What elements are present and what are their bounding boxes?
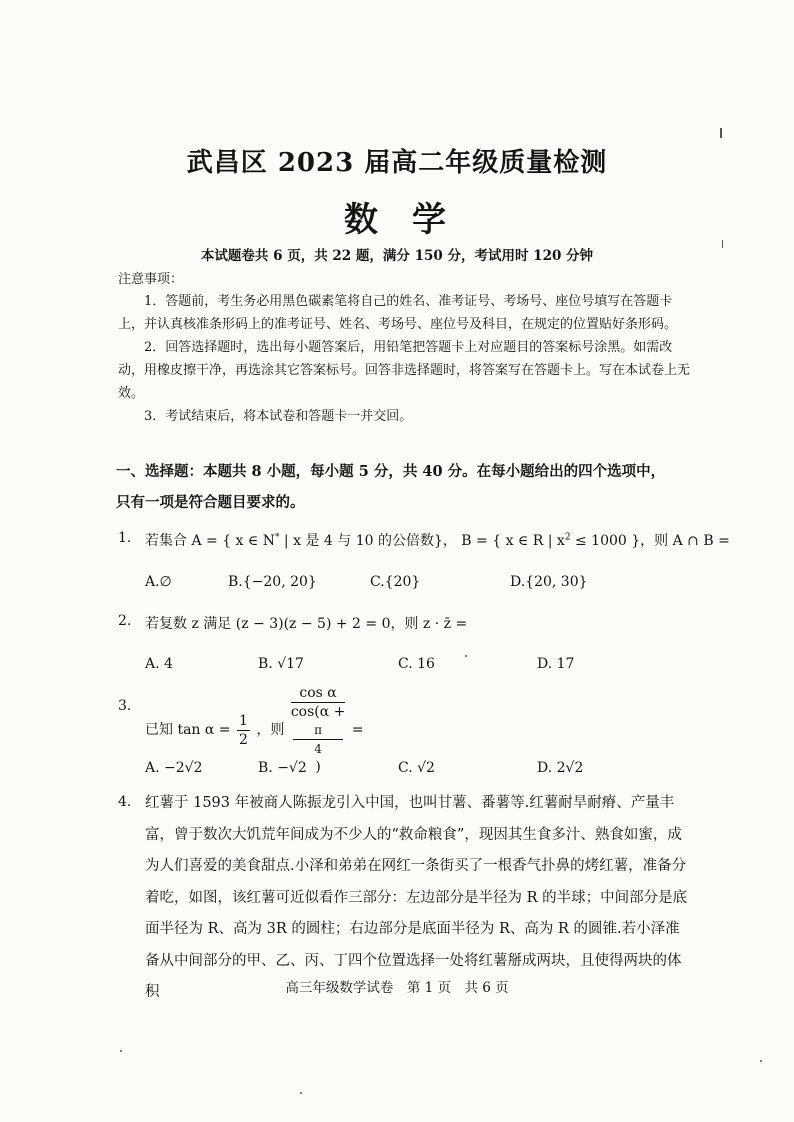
scan-speck bbox=[722, 240, 723, 248]
option-d: D. 17 bbox=[537, 656, 575, 672]
notice-list bbox=[118, 290, 698, 428]
scan-speck bbox=[300, 1092, 302, 1094]
question-stem: 已知 tan α = $\frac{1}{2}$ ，则 cos α cos(α + π 4 ) = bbox=[145, 685, 364, 775]
option-c: C. √2 bbox=[398, 760, 435, 776]
subject-heading: 数学 bbox=[344, 200, 480, 240]
option-a: A.∅ bbox=[145, 574, 172, 590]
question-number: 3. bbox=[118, 698, 132, 714]
exam-title: 武昌区 2023 届高二年级质量检测 bbox=[186, 148, 608, 178]
scan-speck bbox=[720, 128, 722, 138]
section-heading: 一、选择题：本题共 8 小题，每小题 5 分，共 40 分。在每小题给出的四个选项中，只有一项是符合题目要求的。 bbox=[116, 463, 666, 511]
scan-speck bbox=[465, 655, 467, 657]
question-number: 1. bbox=[118, 530, 132, 546]
question-stem: 若复数 z 满足 (z − 3)(z − 5) + 2 = 0，则 z · z̄ = bbox=[145, 616, 468, 632]
question-number: 4. bbox=[118, 794, 132, 810]
question-4-text: 红薯于 1593 年被商人陈振龙引入中国，也叫甘薯、番薯等.红薯耐旱耐瘠、产量丰富，曾于数次大饥荒年间成为不少人的“救命粮食”，现因其生食多汁、熟食如蜜，成为人们喜爱的美食甜点.小泽和弟弟在网红一条街买了一根香气扑鼻的烤红薯，准备分着吃，如图，该红薯可近似看作三部分：左边部分是半径为 R 的半球；中间部分是底面半径为 R、高为 3R 的圆柱；右边部分是底面半径为 R、高为 R 的圆锥.若小泽准备从中间部分的甲、乙、丙、丁四个位置选择一处将红薯掰成两块，且使得两块的体积 bbox=[145, 795, 688, 1000]
option-c: C.{20} bbox=[370, 574, 421, 590]
notice-item: 2．回答选择题时，选出每小题答案后，用铅笔把答题卡上对应题目的答案标号涂黑。如需改动，用橡皮擦干净，再选涂其它答案标号。回答非选择题时，将答案写在答题卡上。写在本试卷上无效。 bbox=[118, 340, 691, 401]
option-b: B. √17 bbox=[258, 656, 304, 672]
question-number: 2. bbox=[118, 613, 132, 629]
option-c: C. 16 bbox=[398, 656, 435, 672]
scan-speck bbox=[760, 1060, 762, 1062]
option-b: B.{−20, 20} bbox=[228, 574, 317, 590]
exam-info: 本试题卷共 6 页，共 22 题，满分 150 分，考试用时 120 分钟 bbox=[200, 248, 594, 264]
option-d: D.{20, 30} bbox=[510, 574, 588, 590]
question-stem: 若集合 A = { x ∈ N* | x 是 4 与 10 的公倍数}， B = { x ∈ R | $x^2 \le 1000$ }，则 A ∩ B = bbox=[145, 532, 730, 549]
notice-item: 3．考试结束后，将本试卷和答题卡一并交回。 bbox=[144, 409, 413, 424]
option-a: A. 4 bbox=[145, 656, 173, 672]
notice-title: 注意事项： bbox=[118, 272, 184, 287]
option-d: D. 2√2 bbox=[537, 760, 584, 776]
option-a: A. −2√2 bbox=[145, 760, 203, 776]
option-b: B. −√2 bbox=[258, 760, 307, 776]
notice-item: 1．答题前，考生务必用黑色碳素笔将自己的姓名、准考证号、考场号、座位号填写在答题卡上，并认真核准条形码上的准考证号、姓名、考场号、座位号及科目，在规定的位置贴好条形码。 bbox=[118, 294, 678, 332]
page-footer: 高三年级数学试卷 第 1 页 共 6 页 bbox=[285, 980, 509, 996]
scan-speck bbox=[120, 1050, 122, 1052]
